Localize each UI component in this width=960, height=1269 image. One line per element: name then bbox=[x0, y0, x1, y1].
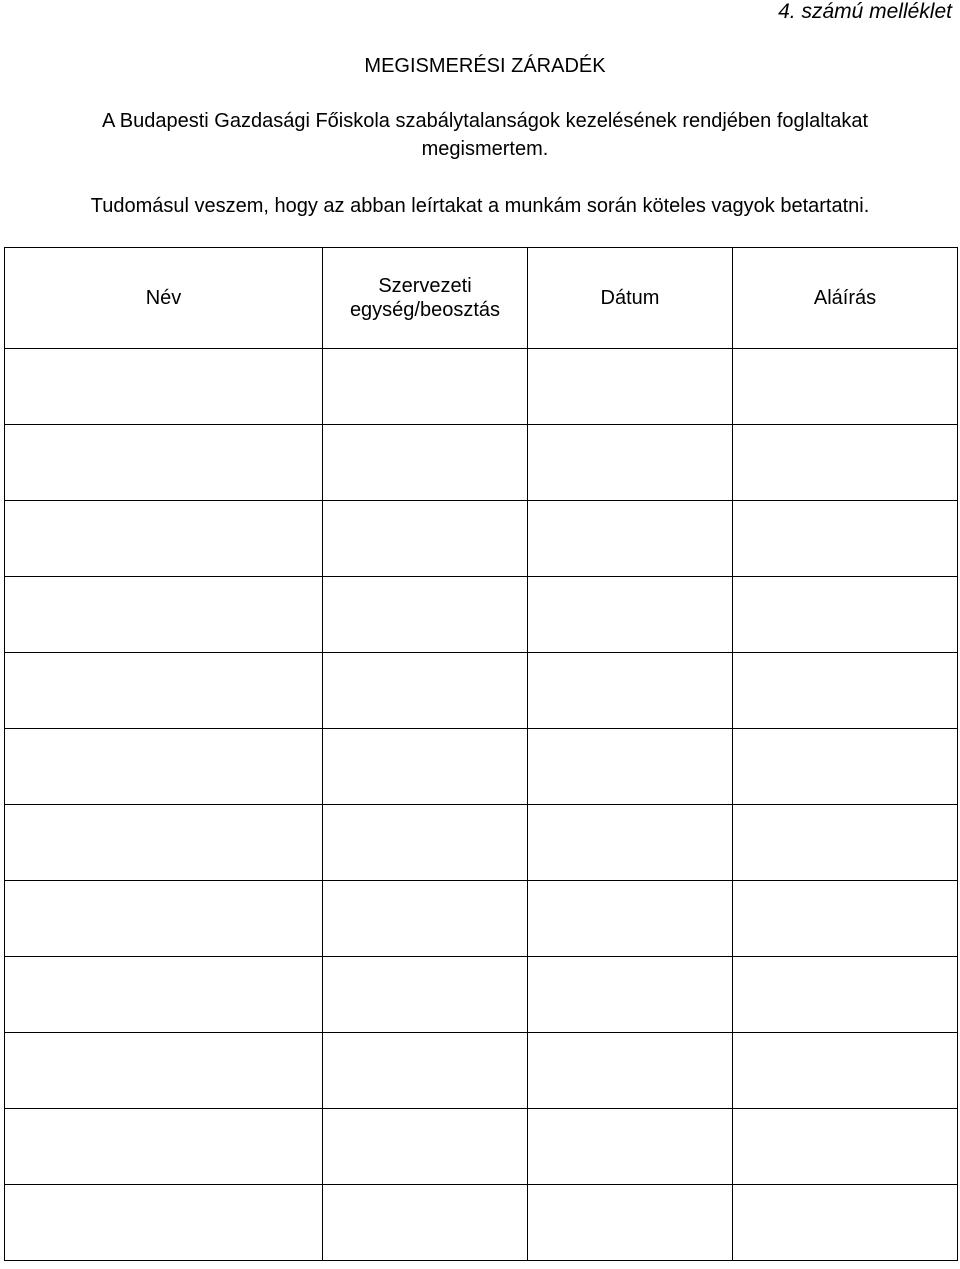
table-row bbox=[5, 729, 958, 805]
cell-signature[interactable] bbox=[733, 1033, 958, 1109]
cell-date[interactable] bbox=[528, 577, 733, 653]
cell-signature[interactable] bbox=[733, 501, 958, 577]
signature-table bbox=[4, 247, 958, 1261]
cell-name[interactable] bbox=[5, 1033, 323, 1109]
header-date: Dátum bbox=[528, 248, 733, 349]
intro-paragraph: A Budapesti Gazdasági Főiskola szabálytalanságok kezelésének rendjében foglaltakat megismertem. bbox=[101, 110, 869, 160]
cell-name[interactable] bbox=[5, 1109, 323, 1185]
cell-unit[interactable] bbox=[323, 501, 528, 577]
cell-signature[interactable] bbox=[733, 577, 958, 653]
table-row bbox=[5, 425, 958, 501]
cell-signature[interactable] bbox=[733, 349, 958, 425]
table-row bbox=[5, 349, 958, 425]
table-body bbox=[5, 349, 958, 1261]
cell-date[interactable] bbox=[528, 425, 733, 501]
acknowledgement-paragraph: Tudomásul veszem, hogy az abban leírtakat a munkám során köteles vagyok betartatni. bbox=[90, 195, 870, 217]
cell-name[interactable] bbox=[5, 501, 323, 577]
document-title: MEGISMERÉSI ZÁRADÉK bbox=[364, 55, 606, 77]
cell-name[interactable] bbox=[5, 881, 323, 957]
table-row bbox=[5, 653, 958, 729]
header-name: Név bbox=[5, 248, 323, 349]
cell-unit[interactable] bbox=[323, 1033, 528, 1109]
cell-unit[interactable] bbox=[323, 349, 528, 425]
cell-signature[interactable] bbox=[733, 957, 958, 1033]
cell-signature[interactable] bbox=[733, 805, 958, 881]
cell-name[interactable] bbox=[5, 577, 323, 653]
table-row bbox=[5, 1033, 958, 1109]
cell-date[interactable] bbox=[528, 729, 733, 805]
cell-signature[interactable] bbox=[733, 729, 958, 805]
cell-date[interactable] bbox=[528, 881, 733, 957]
table-row bbox=[5, 805, 958, 881]
cell-unit[interactable] bbox=[323, 881, 528, 957]
cell-name[interactable] bbox=[5, 653, 323, 729]
cell-name[interactable] bbox=[5, 1185, 323, 1261]
cell-signature[interactable] bbox=[733, 653, 958, 729]
table-row bbox=[5, 1185, 958, 1261]
cell-name[interactable] bbox=[5, 349, 323, 425]
table-row bbox=[5, 501, 958, 577]
cell-date[interactable] bbox=[528, 501, 733, 577]
header-signature: Aláírás bbox=[733, 248, 958, 349]
cell-signature[interactable] bbox=[733, 1109, 958, 1185]
cell-unit[interactable] bbox=[323, 1109, 528, 1185]
cell-date[interactable] bbox=[528, 1109, 733, 1185]
cell-name[interactable] bbox=[5, 729, 323, 805]
cell-unit[interactable] bbox=[323, 653, 528, 729]
cell-unit[interactable] bbox=[323, 805, 528, 881]
cell-name[interactable] bbox=[5, 425, 323, 501]
cell-signature[interactable] bbox=[733, 425, 958, 501]
cell-name[interactable] bbox=[5, 805, 323, 881]
cell-unit[interactable] bbox=[323, 1185, 528, 1261]
cell-signature[interactable] bbox=[733, 1185, 958, 1261]
table-row bbox=[5, 957, 958, 1033]
annex-label: 4. számú melléklet bbox=[778, 0, 952, 23]
cell-date[interactable] bbox=[528, 957, 733, 1033]
cell-name[interactable] bbox=[5, 957, 323, 1033]
cell-date[interactable] bbox=[528, 653, 733, 729]
cell-signature[interactable] bbox=[733, 881, 958, 957]
table-row bbox=[5, 1109, 958, 1185]
cell-date[interactable] bbox=[528, 1033, 733, 1109]
table-row bbox=[5, 881, 958, 957]
table-header-row bbox=[5, 248, 958, 349]
cell-date[interactable] bbox=[528, 349, 733, 425]
cell-date[interactable] bbox=[528, 805, 733, 881]
cell-unit[interactable] bbox=[323, 425, 528, 501]
cell-date[interactable] bbox=[528, 1185, 733, 1261]
table-row bbox=[5, 577, 958, 653]
cell-unit[interactable] bbox=[323, 577, 528, 653]
cell-unit[interactable] bbox=[323, 957, 528, 1033]
cell-unit[interactable] bbox=[323, 729, 528, 805]
header-unit: Szervezeti egység/beosztás bbox=[323, 248, 528, 349]
